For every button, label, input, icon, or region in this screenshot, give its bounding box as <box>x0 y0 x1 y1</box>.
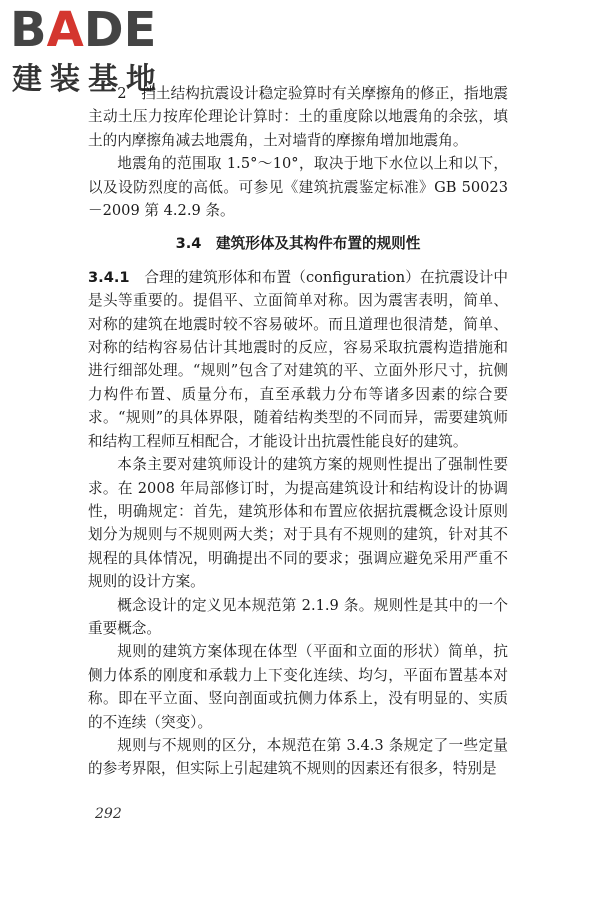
section-title: 3.4 建筑形体及其构件布置的规则性 <box>175 235 421 253</box>
paragraph-concept-design: 概念设计的定义见本规范第 2.1.9 条。规则性是其中的一个重要概念。 <box>88 596 508 637</box>
paragraph-clause-3-4-1 <box>88 266 508 453</box>
clause-text: 合理的建筑形体和布置（configuration）在抗震设计中是头等重要的。提倡平、立面简单对称。因为震害表明，简单、对称的建筑在地震时较不容易破坏。而且道理也很清楚，简单、对称的结构容易估计其地震时的反应，容易采取抗震构造措施和进行细部处理。“规则”包含了对建筑的平、立面外形尺寸，抗侧力构件布置、质量分布，直至承载力分布等诸多因素的综合要求。“规则”的具体界限，随着结构类型的不同而异，需要建筑师和结构工程师互相配合，才能设计出抗震性能良好的建筑。 <box>88 268 508 450</box>
paragraph-irregularity: 规则与不规则的区分，本规范在第 3.4.3 条规定了一些定量的参考界限，但实际上引起建筑不规则的因素还有很多，特别是 <box>88 736 508 778</box>
logo-letter-a: A <box>46 2 84 58</box>
logo-letters-de: DE <box>83 2 157 58</box>
paragraph-seismic-angle: 地震角的范围取 1.5°～10°，取决于地下水位以上和以下，以及设防烈度的高低。可参见《建筑抗震鉴定标准》GB 50023－2009 第 4.2.9 条。 <box>88 155 508 220</box>
page-number: 292 <box>95 806 122 822</box>
logo-wordmark <box>10 2 157 58</box>
paragraph-mandatory-requirement: 本条主要对建筑师设计的建筑方案的规则性提出了强制性要求。在 2008 年局部修订时，为提高建筑设计和结构设计的协调性，明确规定：首先，建筑形体和布置应依据抗震概念设计原则划分为规则与不规则两大类；对于具有不规则的建筑，针对其不规程的具体情况，明确提出不同的要求；强调应避免采用严重不规则的设计方案。 <box>88 456 508 591</box>
clause-number: 3.4.1 <box>88 268 130 286</box>
logo-subtitle: 建装基地 <box>12 62 164 97</box>
paragraph-friction-angle: 2 挡土结构抗震设计稳定验算时有关摩擦角的修正，指地震主动土压力按库伦理论计算时：土的重度除以地震角的余弦，填土的内摩擦角减去地震角，土对墙背的摩擦角增加地震角。 <box>88 85 508 149</box>
logo-letter-b: B <box>10 2 47 58</box>
paragraph-regular-scheme: 规则的建筑方案体现在体型（平面和立面的形状）简单，抗侧力体系的刚度和承载力上下变化连续、均匀，平面布置基本对称。即在平立面、竖向剖面或抗侧力体系上，没有明显的、实质的不连续（突变）。 <box>88 643 508 731</box>
page-body <box>88 82 508 781</box>
